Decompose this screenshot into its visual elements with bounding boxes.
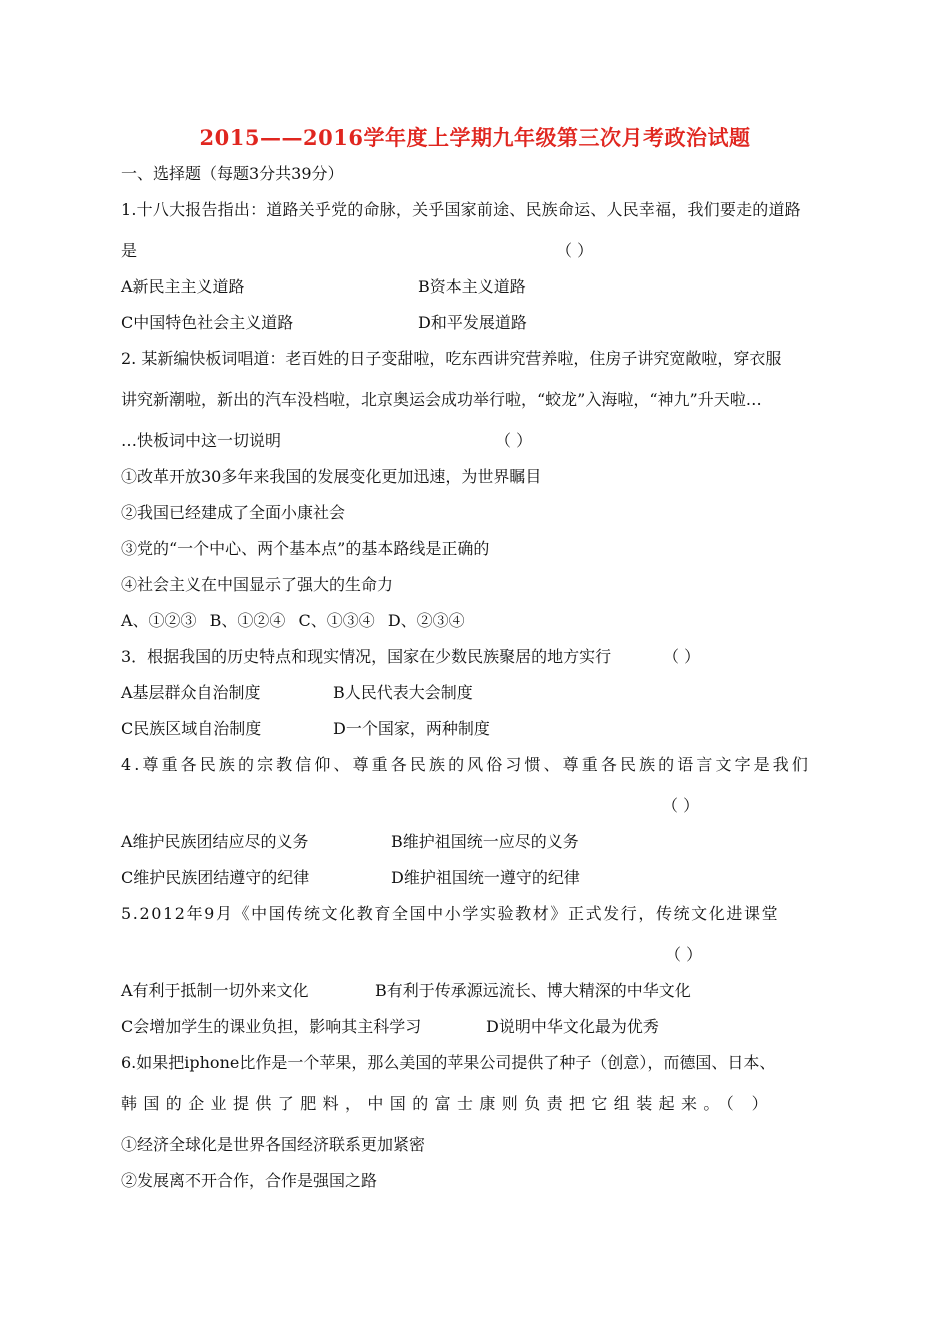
q5-option-b: B有利于传承源远流长、博大精深的中华文化 [375,981,691,1000]
q6-statement-1: ①经济全球化是世界各国经济联系更加紧密 [121,1135,426,1154]
exam-title: 2015——2016学年度上学期九年级第三次月考政治试题 [199,125,751,150]
q1-option-c: C中国特色社会主义道路 [121,313,294,332]
q3-answer-paren: （ ） [663,647,701,666]
q5-stem-line1: 5.2012年9月《中国传统文化教育全国中小学实验教材》正式发行，传统文化进课堂 [121,904,780,923]
q5-option-a: A有利于抵制一切外来文化 [121,981,309,1000]
q3-option-c: C民族区域自治制度 [121,719,262,738]
q2-answer-paren: （ ） [495,431,533,450]
q4-stem-line1: 4.尊重各民族的宗教信仰、尊重各民族的风俗习惯、尊重各民族的语言文字是我们 [121,755,811,774]
q6-stem-line1: 6.如果把iphone比作是一个苹果，那么美国的苹果公司提供了种子（创意），而德国、日本、 [121,1053,776,1072]
q4-option-d: D维护祖国统一遵守的纪律 [391,868,580,887]
q1-option-a: A新民主主义道路 [121,277,245,296]
q4-answer-paren: （ ） [662,796,700,815]
q2-statement-3: ③党的“一个中心、两个基本点”的基本路线是正确的 [121,539,490,558]
section-heading: 一、选择题（每题3分共39分） [121,164,344,183]
q1-stem-line2: 是 [121,241,138,260]
q2-stem-line1: 2. 某新编快板词唱道：老百姓的日子变甜啦，吃东西讲究营养啦，住房子讲究宽敞啦，穿衣服 [121,349,782,368]
q5-option-d: D说明中华文化最为优秀 [486,1017,659,1036]
q5-answer-paren: （ ） [665,945,703,964]
q3-option-d: D一个国家，两种制度 [333,719,490,738]
q4-option-a: A维护民族团结应尽的义务 [121,832,309,851]
q2-statement-4: ④社会主义在中国显示了强大的生命力 [121,575,394,594]
q1-answer-paren: （ ） [556,241,594,260]
q2-stem-line2: 讲究新潮啦，新出的汽车没档啦，北京奥运会成功举行啦，“蛟龙”入海啦，“神九”升天啦… [121,390,762,409]
q4-option-b: B维护祖国统一应尽的义务 [391,832,579,851]
q1-option-d: D和平发展道路 [418,313,527,332]
q2-choices: A、①②③ B、①②④ C、①③④ D、②③④ [121,611,465,630]
q3-option-a: A基层群众自治制度 [121,683,261,702]
q3-option-b: B人民代表大会制度 [333,683,473,702]
q6-statement-2: ②发展离不开合作，合作是强国之路 [121,1171,378,1190]
q3-stem: 3．根据我国的历史特点和现实情况，国家在少数民族聚居的地方实行 [121,647,612,666]
q6-stem-line2: 韩国的企业提供了肥料，中国的富士康则负责把它组装起来。（ ） [121,1094,775,1113]
q2-stem-line3: …快板词中这一切说明 [121,431,282,450]
q2-statement-1: ①改革开放30多年来我国的发展变化更加迅速，为世界瞩目 [121,467,542,486]
q1-option-b: B资本主义道路 [418,277,526,296]
q4-option-c: C维护民族团结遵守的纪律 [121,868,310,887]
q5-option-c: C会增加学生的课业负担，影响其主科学习 [121,1017,422,1036]
q1-stem-line1: 1.十八大报告指出：道路关乎党的命脉，关乎国家前途、民族命运、人民幸福，我们要走的道路 [121,200,801,219]
q2-statement-2: ②我国已经建成了全面小康社会 [121,503,346,522]
